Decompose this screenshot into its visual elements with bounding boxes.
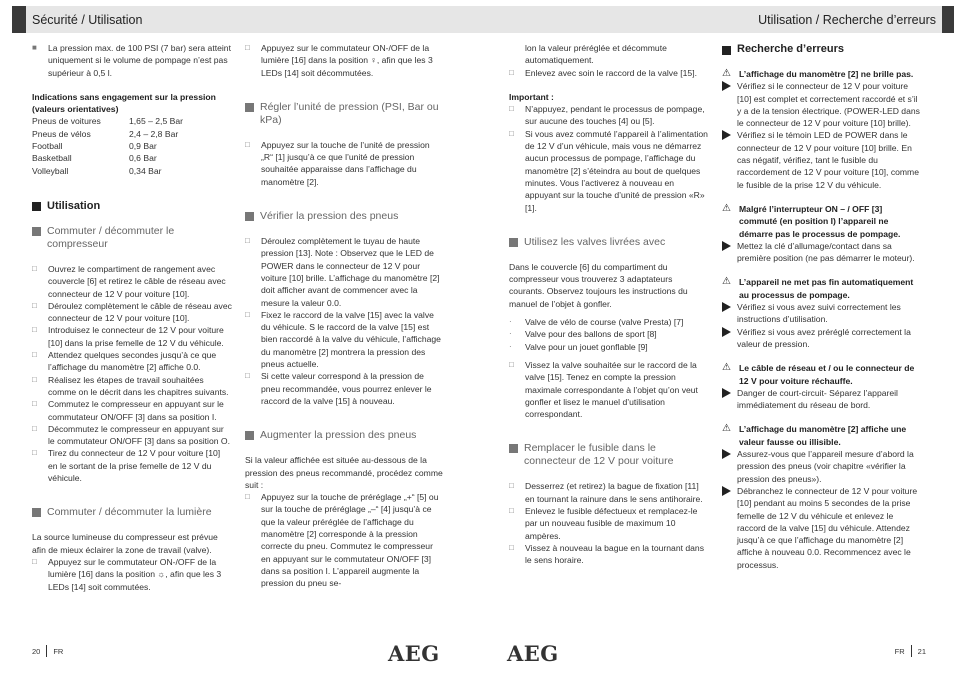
- subsection-title: Augmenter la pression des pneus: [245, 429, 443, 442]
- list-item: □ Si cette valeur correspond à la pression de pneu recommandée, vous pourrez enlever le raccord de la valve [15] à nouveau.: [245, 371, 432, 406]
- increase-intro-text: Si la valeur affichée est située au-dessous de la pression des pneus recommandé, procédez comme suit :: [245, 455, 443, 490]
- warning-icon: ⚠: [722, 276, 731, 288]
- list-item: · Valve de vélo de course (valve Presta) [7]: [509, 317, 684, 328]
- dot-icon: ·: [509, 317, 512, 327]
- subsection-title: Commuter / décommuter la lumière: [32, 506, 232, 519]
- right-page: [477, 0, 954, 677]
- language-code: FR: [53, 646, 64, 656]
- list-item: □ Vissez la valve souhaitée sur le raccord de la valve [15]. Tenez en compte la pression maximale correspondante à l’objet qu’on veut gonfler et lisez le manuel d’utilisation correspondant.: [509, 359, 698, 420]
- continued-text: lon la valeur préréglée et décommute automatiquement.: [525, 43, 667, 66]
- checkbox-icon: □: [509, 67, 514, 77]
- table-cell: 0,34 Bar: [129, 165, 162, 176]
- right-column-2: [722, 42, 922, 571]
- list-item: □ Desserrez (et retirez) la bague de fixation [11] en tournant la rainure dans le sens antihoraire.: [509, 481, 703, 504]
- left-header-title: Sécurité / Utilisation: [32, 12, 143, 27]
- checkbox-icon: □: [245, 309, 250, 319]
- valves-intro-text: Dans le couvercle [6] du compartiment du compresseur vous trouverez 3 adaptateurs courants. Observez toujours les instructions du manuel de l’objet à gonfler.: [509, 261, 688, 309]
- table-row: [32, 152, 183, 164]
- checkbox-icon: □: [245, 236, 250, 246]
- list-item: [32, 42, 232, 79]
- bullet-square-icon: ■: [32, 43, 37, 52]
- list-item: · Valve pour un jouet gonflable [9]: [509, 341, 648, 352]
- warning-item: ⚠ L’affichage du manomètre [2] ne brille pas.: [722, 68, 914, 79]
- list-item: Vérifiez si vous avez préréglé correctement la valeur de pression.: [722, 326, 922, 351]
- subsection-title: Commuter / décommuter le compresseur: [32, 225, 232, 251]
- list-item: □ Appuyez sur le commutateur ON-/OFF de la lumière [16] dans la position ☼, afin que les 3 LEDs [14] soit commutées.: [32, 556, 222, 592]
- arrow-right-icon: [722, 388, 731, 398]
- important-title: Important :: [509, 91, 554, 102]
- checkbox-icon: □: [509, 104, 514, 114]
- table-cell: 0,6 Bar: [129, 153, 157, 164]
- arrow-right-icon: [722, 241, 731, 251]
- list-item: □ Fixez le raccord de la valve [15] avec la valve du véhicule. S le raccord de la valve [15] est bien raccordé à la valve du véhicule, l’affichage du manomètre [2] montrera la pression des pneus actuelle.: [245, 309, 441, 370]
- list-item: Assurez-vous que l’appareil mesure d’abord la pression des pneus (voir chapitre «vérifier la pression des pneus»).: [722, 448, 922, 485]
- list-item: □ N’appuyez, pendant le processus de pompage, sur aucune des touches [4] ou [5].: [509, 104, 705, 127]
- table-cell: Football: [32, 141, 63, 152]
- right-column-1: [509, 42, 709, 567]
- checkbox-icon: □: [509, 128, 514, 138]
- list-item: □ Appuyez sur la touche de préréglage „+“ [5] ou sur la touche de préréglage „–“ [4] jusqu’à ce que la valeur préréglée de l’affichage du manomètre [2] corresponde à la pression correcte du pneu. Commutez le compresseur en appuyant sur le commutateur ON/OFF [3] dans sa position I. L’appareil augmente la pression du pneu se-: [245, 492, 439, 589]
- list-item: □ Ouvrez le compartiment de rangement avec couvercle [6] et retirez le câble de réseau avec connecteur de 12 V pour voiture [10].: [32, 263, 226, 299]
- list-item: Vérifiez si le témoin LED de POWER dans le connecteur de 12 V pour voiture [10] brille. En cas négatif, vérifiez, tant le fusible du raccordement de 12 V pour voiture [10], comme le fusible de la prise 12 V du véhicule.: [722, 129, 922, 190]
- table-cell: Pneus de voitures: [32, 116, 101, 127]
- footer-divider: [911, 645, 912, 657]
- checkbox-icon: □: [509, 542, 514, 552]
- list-item: □ Si vous avez commuté l’appareil à l’alimentation de 12 V d’un véhicule, mais vous ne démarrez aucun processus de pompage, l’affichage du manomètre [2] s’éteindra au bout de quelques minutes. Vous l’activerez à nouveau en appuyant sur la touche d’unité de pression «R» [1].: [509, 128, 708, 213]
- list-item: Vérifiez si vous avez suivi correctement les instructions d’utilisation.: [722, 301, 922, 326]
- table-row: [32, 165, 183, 177]
- list-item: Danger de court-circuit- Séparez l’appareil immédiatement du réseau de bord.: [722, 387, 922, 412]
- list-item: Mettez la clé d’allumage/contact dans sa première position (ne pas démarrer le moteur).: [722, 240, 922, 265]
- table-cell: 2,4 – 2,8 Bar: [129, 128, 179, 139]
- table-row: [32, 140, 183, 152]
- arrow-right-icon: [722, 486, 731, 496]
- right-header: [477, 6, 942, 33]
- language-code: FR: [894, 646, 905, 656]
- checkbox-icon: □: [32, 325, 37, 335]
- list-item: □ Vissez à nouveau la bague en la tournant dans le sens horaire.: [509, 542, 705, 566]
- checkbox-icon: □: [245, 139, 250, 149]
- aeg-logo: AEG: [507, 641, 559, 666]
- list-item: □ Attendez quelques secondes jusqu’à ce que l’affichage du manomètre [2] affiche 0.0.: [32, 350, 217, 373]
- right-footer: [895, 645, 926, 657]
- checkbox-icon: □: [509, 481, 514, 491]
- arrow-right-icon: [722, 130, 731, 140]
- section-title-troubleshooting: Recherche d’erreurs: [722, 42, 922, 56]
- arrow-right-icon: [722, 302, 731, 312]
- list-item: □ Introduisez le connecteur de 12 V pour voiture [10] dans la prise femelle de 12 V du véhicule.: [32, 325, 224, 348]
- arrow-right-icon: [722, 81, 731, 91]
- arrow-right-icon: [722, 327, 731, 337]
- left-column-1: [32, 42, 232, 593]
- square-marker-icon: [722, 46, 731, 55]
- square-marker-icon: [509, 444, 518, 453]
- list-item: □ Réalisez les étapes de travail souhaitées comme on le décrit dans les chapitres suivants.: [32, 374, 229, 397]
- square-marker-icon: [245, 103, 254, 112]
- warning-item: ⚠ Malgré l’interrupteur ON – / OFF [3] commuté (en position I) l’appareil ne démarre pas le processus de pompage.: [722, 202, 901, 239]
- page-number: 21: [917, 646, 926, 656]
- warning-item: ⚠ L’appareil ne met pas fin automatiquement au processus de pompage.: [722, 276, 914, 300]
- checkbox-icon: □: [32, 448, 37, 458]
- right-page-tab: [940, 6, 954, 33]
- dot-icon: ·: [509, 329, 512, 339]
- checkbox-icon: □: [245, 371, 250, 381]
- list-item: Débranchez le connecteur de 12 V pour voiture [10] pendant au moins 5 secondes de la prise femelle de 12 V du véhicule et enlevez le raccord de la valve [15] du véhicule. Attendez jusqu’à ce que l’affichage du manomètre [2] affiche à nouveau 0.0. Recommencez avec le processus.: [722, 485, 922, 571]
- checkbox-icon: □: [32, 556, 37, 566]
- subsection-title: Régler l’unité de pression (PSI, Bar ou kPa): [245, 101, 443, 127]
- list-item: □ Tirez du connecteur de 12 V pour voiture [10] en le sortant de la prise femelle de 12 V du véhicule.: [32, 448, 221, 484]
- square-marker-icon: [245, 431, 254, 440]
- right-header-title: Utilisation / Recherche d’erreurs: [758, 12, 936, 27]
- checkbox-icon: □: [245, 43, 250, 52]
- square-marker-icon: [509, 238, 518, 247]
- dot-icon: ·: [509, 341, 512, 351]
- checkbox-icon: □: [509, 359, 514, 369]
- table-cell: Pneus de vélos: [32, 128, 91, 139]
- warning-icon: ⚠: [722, 68, 731, 79]
- pressure-table: [32, 115, 183, 176]
- list-item: □ Commutez le compresseur en appuyant sur le commutateur ON/OFF [3] dans sa position I.: [32, 399, 224, 422]
- checkbox-icon: □: [32, 300, 37, 310]
- light-intro-text: La source lumineuse du compresseur est prévue afin de mieux éclairer la zone de travail (valve).: [32, 532, 218, 555]
- table-cell: Volleyball: [32, 165, 69, 176]
- list-item: □ Appuyez sur la touche de l’unité de pression „R“ [1] jusqu’à ce que l’unité de pression souhaitée apparaisse dans l’affichage du manomètre [2].: [245, 139, 430, 187]
- subsection-title: Vérifier la pression des pneus: [245, 210, 443, 223]
- table-cell: 1,65 – 2,5 Bar: [129, 116, 183, 127]
- table-row: [32, 128, 183, 140]
- square-marker-icon: [32, 227, 41, 236]
- list-item: □ Enlevez avec soin le raccord de la valve [15].: [509, 67, 697, 78]
- list-item: · Valve pour des ballons de sport [8]: [509, 329, 657, 340]
- warning-icon: ⚠: [722, 362, 731, 374]
- warning-icon: ⚠: [722, 202, 731, 214]
- pressure-table-title: Indications sans engagement sur la pression (valeurs orientatives): [32, 91, 216, 115]
- warning-item: ⚠ Le câble de réseau et / ou le connecteur de 12 V pour voiture réchauffe.: [722, 362, 915, 386]
- square-marker-icon: [245, 212, 254, 221]
- list-item: Vérifiez si le connecteur de 12 V pour voiture [10] est complet et correctement raccordé et s’il y a de la tension électrique. (POWER-LED dans le connecteur de 12 V pour voiture [10] brille).: [722, 80, 922, 129]
- table-row: [32, 115, 183, 127]
- list-item: □ Déroulez complètement le tuyau de haute pression [13]. Note : Observez que le LED de POWER dans le connecteur de 12 V pour voiture [10] brille. L’affichage du manomètre [2] doit afficher avant de commencer avec la mesure la valeur 0.0.: [245, 236, 440, 308]
- checkbox-icon: □: [245, 492, 250, 502]
- list-item: □ Enlevez le fusible défectueux et remplacez-le par un nouveau fusible de maximum 10 ampères.: [509, 506, 698, 541]
- warning-icon: ⚠: [722, 423, 731, 435]
- section-title-utilisation: Utilisation: [32, 199, 232, 213]
- left-page-tab: [12, 6, 26, 33]
- checkbox-icon: □: [32, 399, 37, 409]
- subsection-title: Remplacer le fusible dans le connecteur de 12 V pour voiture: [509, 442, 709, 468]
- left-footer: [32, 645, 63, 657]
- list-item: □ Appuyez sur le commutateur ON-/OFF de la lumière [16] dans la position ♀, afin que les 3 LEDs [14] soit décommutées.: [245, 43, 433, 78]
- footer-divider: [46, 645, 47, 657]
- checkbox-icon: □: [32, 263, 37, 273]
- checkbox-icon: □: [32, 423, 37, 433]
- left-column-2: [245, 42, 443, 590]
- list-item: □ Déroulez complètement le câble de réseau avec connecteur de 12 V pour voiture [10].: [32, 300, 232, 324]
- arrow-right-icon: [722, 449, 731, 459]
- list-item: □ Décommutez le compresseur en appuyant sur le commutateur ON/OFF [3] dans sa position O.: [32, 423, 230, 447]
- checkbox-icon: □: [32, 350, 37, 360]
- square-marker-icon: [32, 202, 41, 211]
- square-marker-icon: [32, 508, 41, 517]
- warning-item: ⚠ L’affichage du manomètre [2] affiche une valeur fausse ou illisible.: [722, 423, 907, 447]
- intro-bullet: La pression max. de 100 PSI (7 bar) sera atteint uniquement si le volume de pompage n’est pas supérieur à 0,5 l.: [48, 43, 231, 78]
- checkbox-icon: □: [32, 374, 37, 384]
- left-header: [26, 6, 477, 33]
- subsection-title: Utilisez les valves livrées avec: [509, 236, 709, 249]
- table-cell: 0,9 Bar: [129, 141, 157, 152]
- aeg-logo: AEG: [388, 641, 440, 666]
- checkbox-icon: □: [509, 506, 514, 516]
- page-number: 20: [32, 646, 41, 656]
- table-cell: Basketball: [32, 153, 72, 164]
